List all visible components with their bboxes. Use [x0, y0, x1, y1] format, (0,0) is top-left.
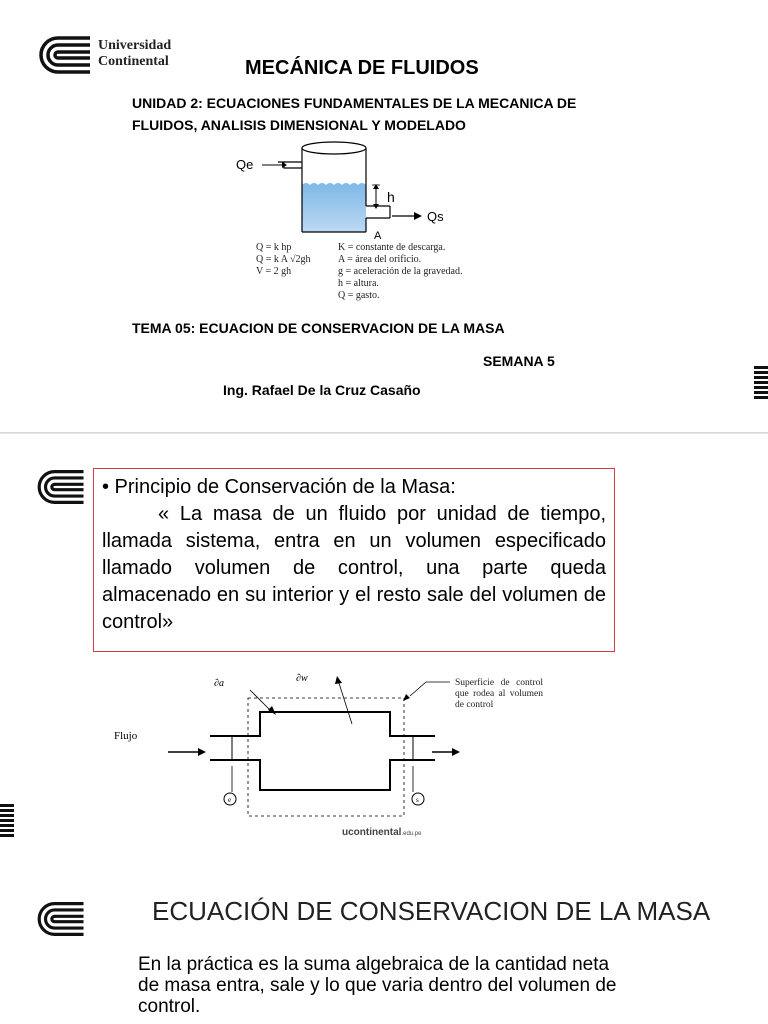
author-name: Ing. Rafael De la Cruz Casaño: [223, 382, 421, 398]
formula-item: Q = k A √2gh: [256, 254, 311, 265]
water-body: [302, 183, 366, 232]
menu-icon[interactable]: [0, 804, 14, 839]
slide-3: [0, 864, 768, 1024]
formula-item: Q = k hp: [256, 242, 292, 253]
legend-item: K = constante de descarga.: [338, 242, 446, 253]
variable-legend: [338, 242, 462, 302]
control-surface: [248, 698, 404, 816]
week-label: SEMANA 5: [483, 353, 555, 369]
watermark-text: ucontinental: [342, 827, 402, 838]
university-name: [98, 38, 171, 70]
tank-diagram: [232, 138, 492, 242]
legend-item: Q = gasto.: [338, 290, 380, 301]
slide-body: En la práctica es la suma algebraica de la cantidad neta de masa entra, sale y lo que varia dentro del volumen de control.: [138, 954, 617, 1017]
university-logo-icon: [34, 468, 86, 506]
outlet-label: Qs: [427, 209, 444, 224]
label-dw: ∂w: [296, 673, 308, 684]
legend-item: A = área del orificio.: [338, 254, 422, 265]
control-volume-diagram: [160, 668, 460, 828]
formula-item: V = 2 gh: [256, 266, 292, 277]
slide-2: [0, 433, 768, 864]
outlet-label: s: [416, 796, 419, 804]
legend-item: g = aceleración de la gravedad.: [338, 266, 463, 277]
topic-heading: TEMA 05: ECUACION DE CONSERVACION DE LA MASA: [132, 320, 505, 336]
unit-line-1: UNIDAD 2: ECUACIONES FUNDAMENTALES DE LA MECANICA DE: [132, 95, 577, 111]
inlet-label: Qe: [236, 157, 254, 172]
course-title: MECÁNICA DE FLUIDOS: [245, 57, 479, 79]
slide-title: ECUACIÓN DE CONSERVACION DE LA MASA: [152, 896, 711, 926]
principle-box: [93, 468, 615, 652]
watermark-suffix: .edu.pe: [401, 831, 422, 837]
principle-text: « La masa de un fluido por unidad de tiempo, llamada sistema, entra en un volumen especificado llamado volumen de control, una parte queda almacenado en su interior y el resto sale del volumen de control»: [102, 503, 606, 633]
height-label: h: [387, 189, 395, 205]
unit-line-2: FLUIDOS, ANALISIS DIMENSIONAL Y MODELADO: [132, 117, 466, 133]
control-surface-label: Superficie de control que rodea al volumen de control: [455, 678, 543, 710]
orifice-label: A: [374, 230, 382, 242]
watermark: [342, 827, 421, 838]
brand-line-1: Universidad: [98, 38, 172, 53]
university-logo-icon: [36, 34, 92, 76]
formula-list: [256, 242, 310, 278]
university-logo-icon: [34, 900, 86, 938]
flow-label: Flujo: [114, 730, 138, 742]
slide-1: [0, 0, 768, 433]
brand-line-2: Continental: [98, 54, 169, 69]
legend-item: h = altura.: [338, 278, 379, 289]
principle-title: • Principio de Conservación de la Masa:: [102, 476, 456, 498]
unit-heading: [132, 92, 652, 136]
menu-icon[interactable]: [754, 366, 768, 401]
label-da: ∂a: [214, 678, 224, 689]
inlet-label: e: [228, 796, 232, 804]
